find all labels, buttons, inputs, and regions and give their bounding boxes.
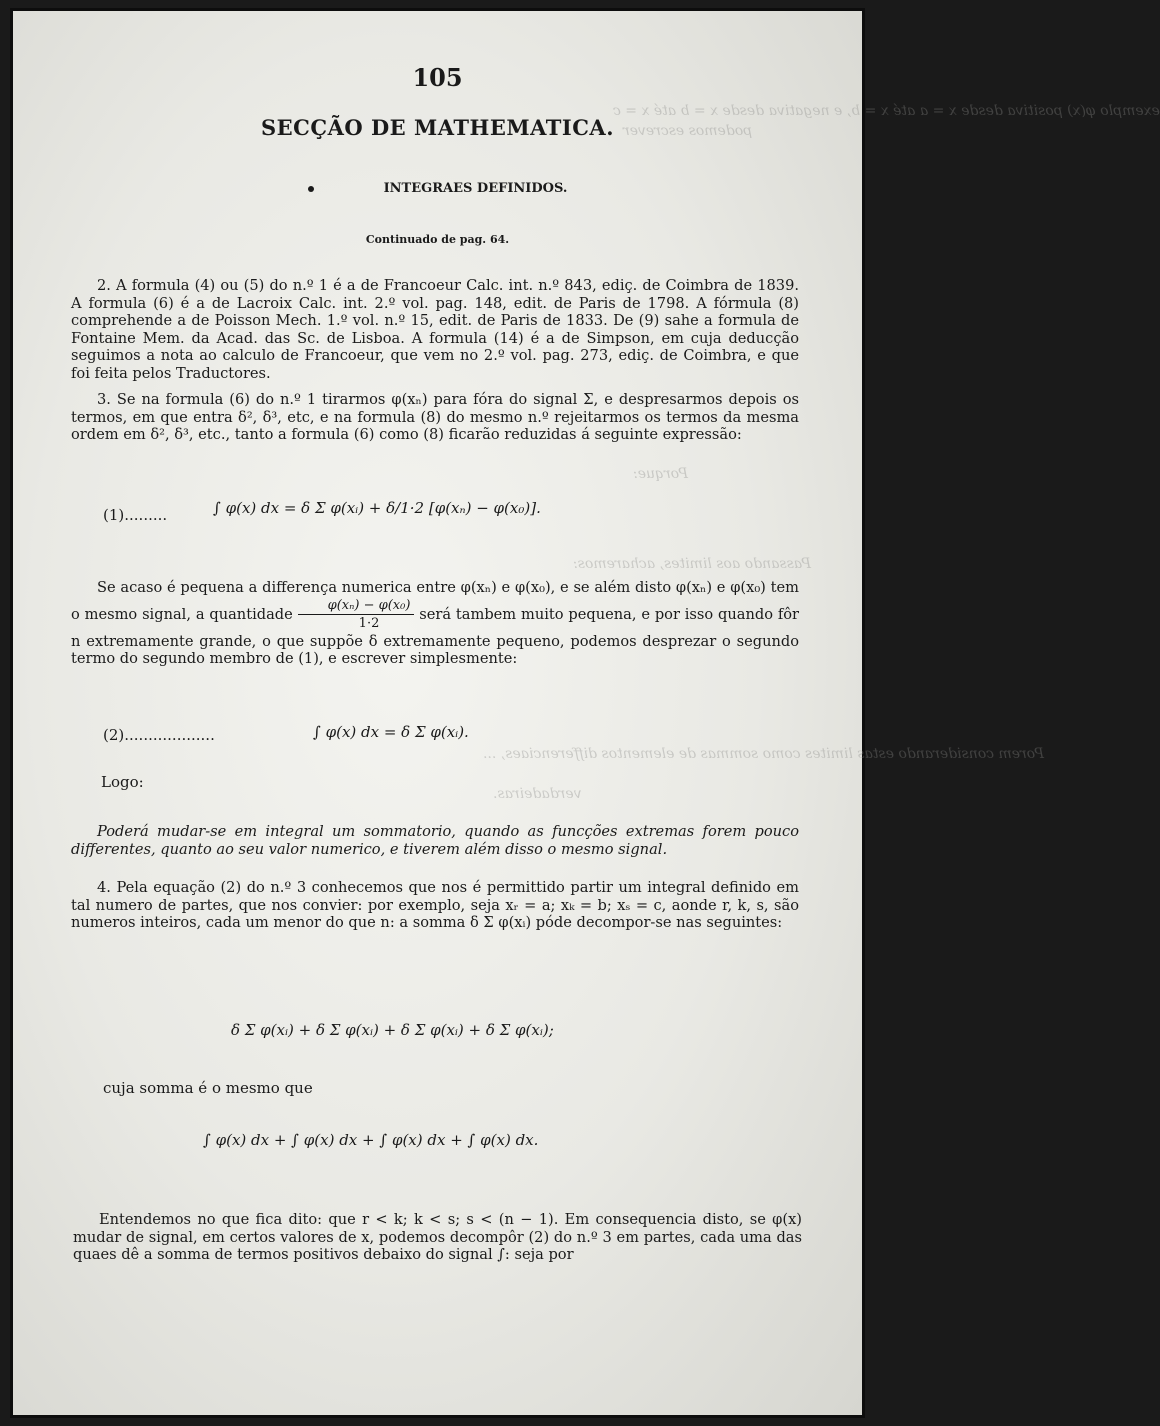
bleed-through-text: Passando aos limites, acharemos: bbox=[573, 556, 811, 572]
equation-2: ∫ φ(x) dx = δ Σ φ(xᵢ). bbox=[313, 723, 469, 741]
paragraph-final bbox=[73, 1211, 802, 1264]
paragraph-4 bbox=[71, 879, 799, 932]
paragraph-2 bbox=[71, 277, 799, 383]
paragraph-after-1-text-b: será tambem muito pequena, e por isso quando fôr n extremamente grande, o que suppõe δ extremamente pequeno, podemos desprezar o segundo termo do segundo membro de (1), e escrever simplesmente: bbox=[71, 605, 800, 668]
integrals-expression: ∫ φ(x) dx + ∫ φ(x) dx + ∫ φ(x) dx + ∫ φ(x) dx. bbox=[203, 1131, 539, 1149]
italic-theorem bbox=[71, 823, 799, 858]
section-title: SECÇÃO DE MATHEMATICA. bbox=[260, 115, 615, 140]
paragraph-final-text: Entendemos no que fica dito: que r < k; k < s; s < (n − 1). Em consequencia disto, se φ(x) mudar de signal, em certos valores de x, podemos decompôr (2) do n.º 3 em partes, cada uma das quaes dê a somma de termos positivos debaixo do signal ∫: seja por bbox=[73, 1211, 802, 1264]
bleed-through-text: exemplo φ(x) positiva desde x = a até x = b, e negativa desde x = b até x = c bbox=[613, 103, 1160, 119]
bullet-dot bbox=[308, 186, 314, 192]
equation-1-label: (1)......... bbox=[103, 506, 168, 524]
cuja-somma-text: cuja somma é o mesmo que bbox=[103, 1079, 313, 1097]
document-page bbox=[10, 8, 1160, 1418]
bleed-through-text: verdadeiras. bbox=[493, 786, 582, 802]
paragraph-after-1 bbox=[71, 579, 799, 668]
bleed-through-text: Porem considerando estas limites como sommas de elementos differenciaes, ... bbox=[483, 746, 1045, 762]
paragraph-3 bbox=[71, 391, 799, 444]
bleed-through-text: podemos escrever bbox=[623, 123, 753, 139]
bleed-through-text: Porque: bbox=[633, 466, 688, 482]
paragraph-4-text: 4. Pela equação (2) do n.º 3 conhecemos que nos é permittido partir um integral definido em tal numero de partes, que nos convier: por exemplo, seja xᵣ = a; xₖ = b; xₛ = c, aonde r, k, s, são numeros inteiros, cada um menor do que n: a somma δ Σ φ(xᵢ) póde decompor-se nas seguintes: bbox=[71, 879, 799, 932]
paragraph-3-text: 3. Se na formula (6) do n.º 1 tirarmos φ(xₙ) para fóra do signal Σ, e despresarmos depois os termos, em que entra δ², δ³, etc, e na formula (8) do mesmo n.º rejeitarmos os termos da mesma ordem em δ², δ³, etc., tanto a formula (6) como (8) ficarão reduzidas á seguinte expressão: bbox=[71, 391, 799, 444]
fraction bbox=[298, 597, 415, 633]
subsection-heading bbox=[13, 181, 862, 196]
paragraph-after-1-text-a: Se acaso é pequena a differença numerica entre φ(xₙ) e φ(x₀), e se além disto φ(xₙ) e φ(x₀) tem o mesmo signal, a quantidade bbox=[71, 579, 799, 623]
logo-label: Logo: bbox=[101, 773, 144, 791]
continued-note: Continuado de pag. 64. bbox=[365, 233, 510, 246]
equation-1: ∫ φ(x) dx = δ Σ φ(xᵢ) + δ/1·2 [φ(xₙ) − φ(x₀)]. bbox=[213, 499, 541, 517]
fraction-denominator: 1·2 bbox=[358, 616, 380, 632]
fraction-numerator: φ(xₙ) − φ(x₀) bbox=[298, 597, 415, 616]
equation-2-label: (2)................... bbox=[103, 726, 215, 744]
subsection-title: INTEGRAES DEFINIDOS. bbox=[383, 181, 568, 196]
sums-expression: δ Σ φ(xᵢ) + δ Σ φ(xᵢ) + δ Σ φ(xᵢ) + δ Σ φ(xᵢ); bbox=[231, 1021, 554, 1039]
italic-theorem-text: Poderá mudar-se em integral um sommatorio, quando as funcções extremas forem pouco differentes, quanto ao seu valor numerico, e tiverem além disso o mesmo signal. bbox=[71, 823, 799, 858]
page-number: 105 bbox=[412, 63, 463, 92]
paragraph-2-text: 2. A formula (4) ou (5) do n.º 1 é a de Francoeur Calc. int. n.º 843, ediç. de Coimbra de 1839. A formula (6) é a de Lacroix Calc. int. 2.º vol. pag. 148, edit. de Paris de 1798. A fórmula (8) comprehende a de Poisson Mech. 1.º vol. n.º 15, edit. de Paris de 1833. De (9) sahe a formula de Fontaine Mem. da Acad. das Sc. de Lisboa. A formula (14) é a de Simpson, em cuja deducção seguimos a nota ao calculo de Francoeur, que vem no 2.º vol. pag. 273, ediç. de Coimbra, e que foi feita pelos Traductores. bbox=[71, 277, 799, 382]
